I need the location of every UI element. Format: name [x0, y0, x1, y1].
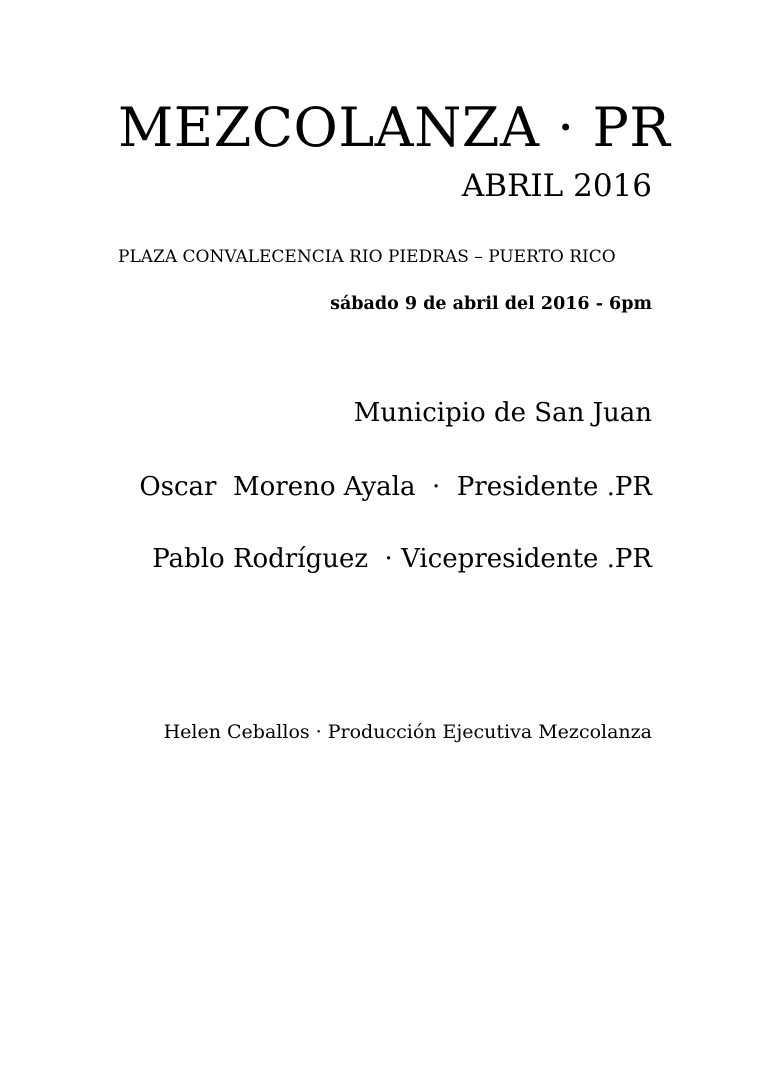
credit-president: Oscar Moreno Ayala · Presidente .PR — [139, 472, 652, 502]
credit-municipality: Municipio de San Juan — [353, 398, 652, 428]
document-title: MEZCOLANZA · PR — [118, 96, 671, 159]
document-month: ABRIL 2016 — [461, 168, 652, 204]
credit-executive-production: Helen Ceballos · Producción Ejecutiva Mezcolanza — [163, 721, 652, 743]
credit-vicepresident: Pablo Rodríguez · Vicepresidente .PR — [152, 544, 652, 574]
event-date: sábado 9 de abril del 2016 - 6pm — [330, 294, 652, 314]
venue-line: PLAZA CONVALECENCIA RIO PIEDRAS – PUERTO RICO — [118, 247, 616, 267]
